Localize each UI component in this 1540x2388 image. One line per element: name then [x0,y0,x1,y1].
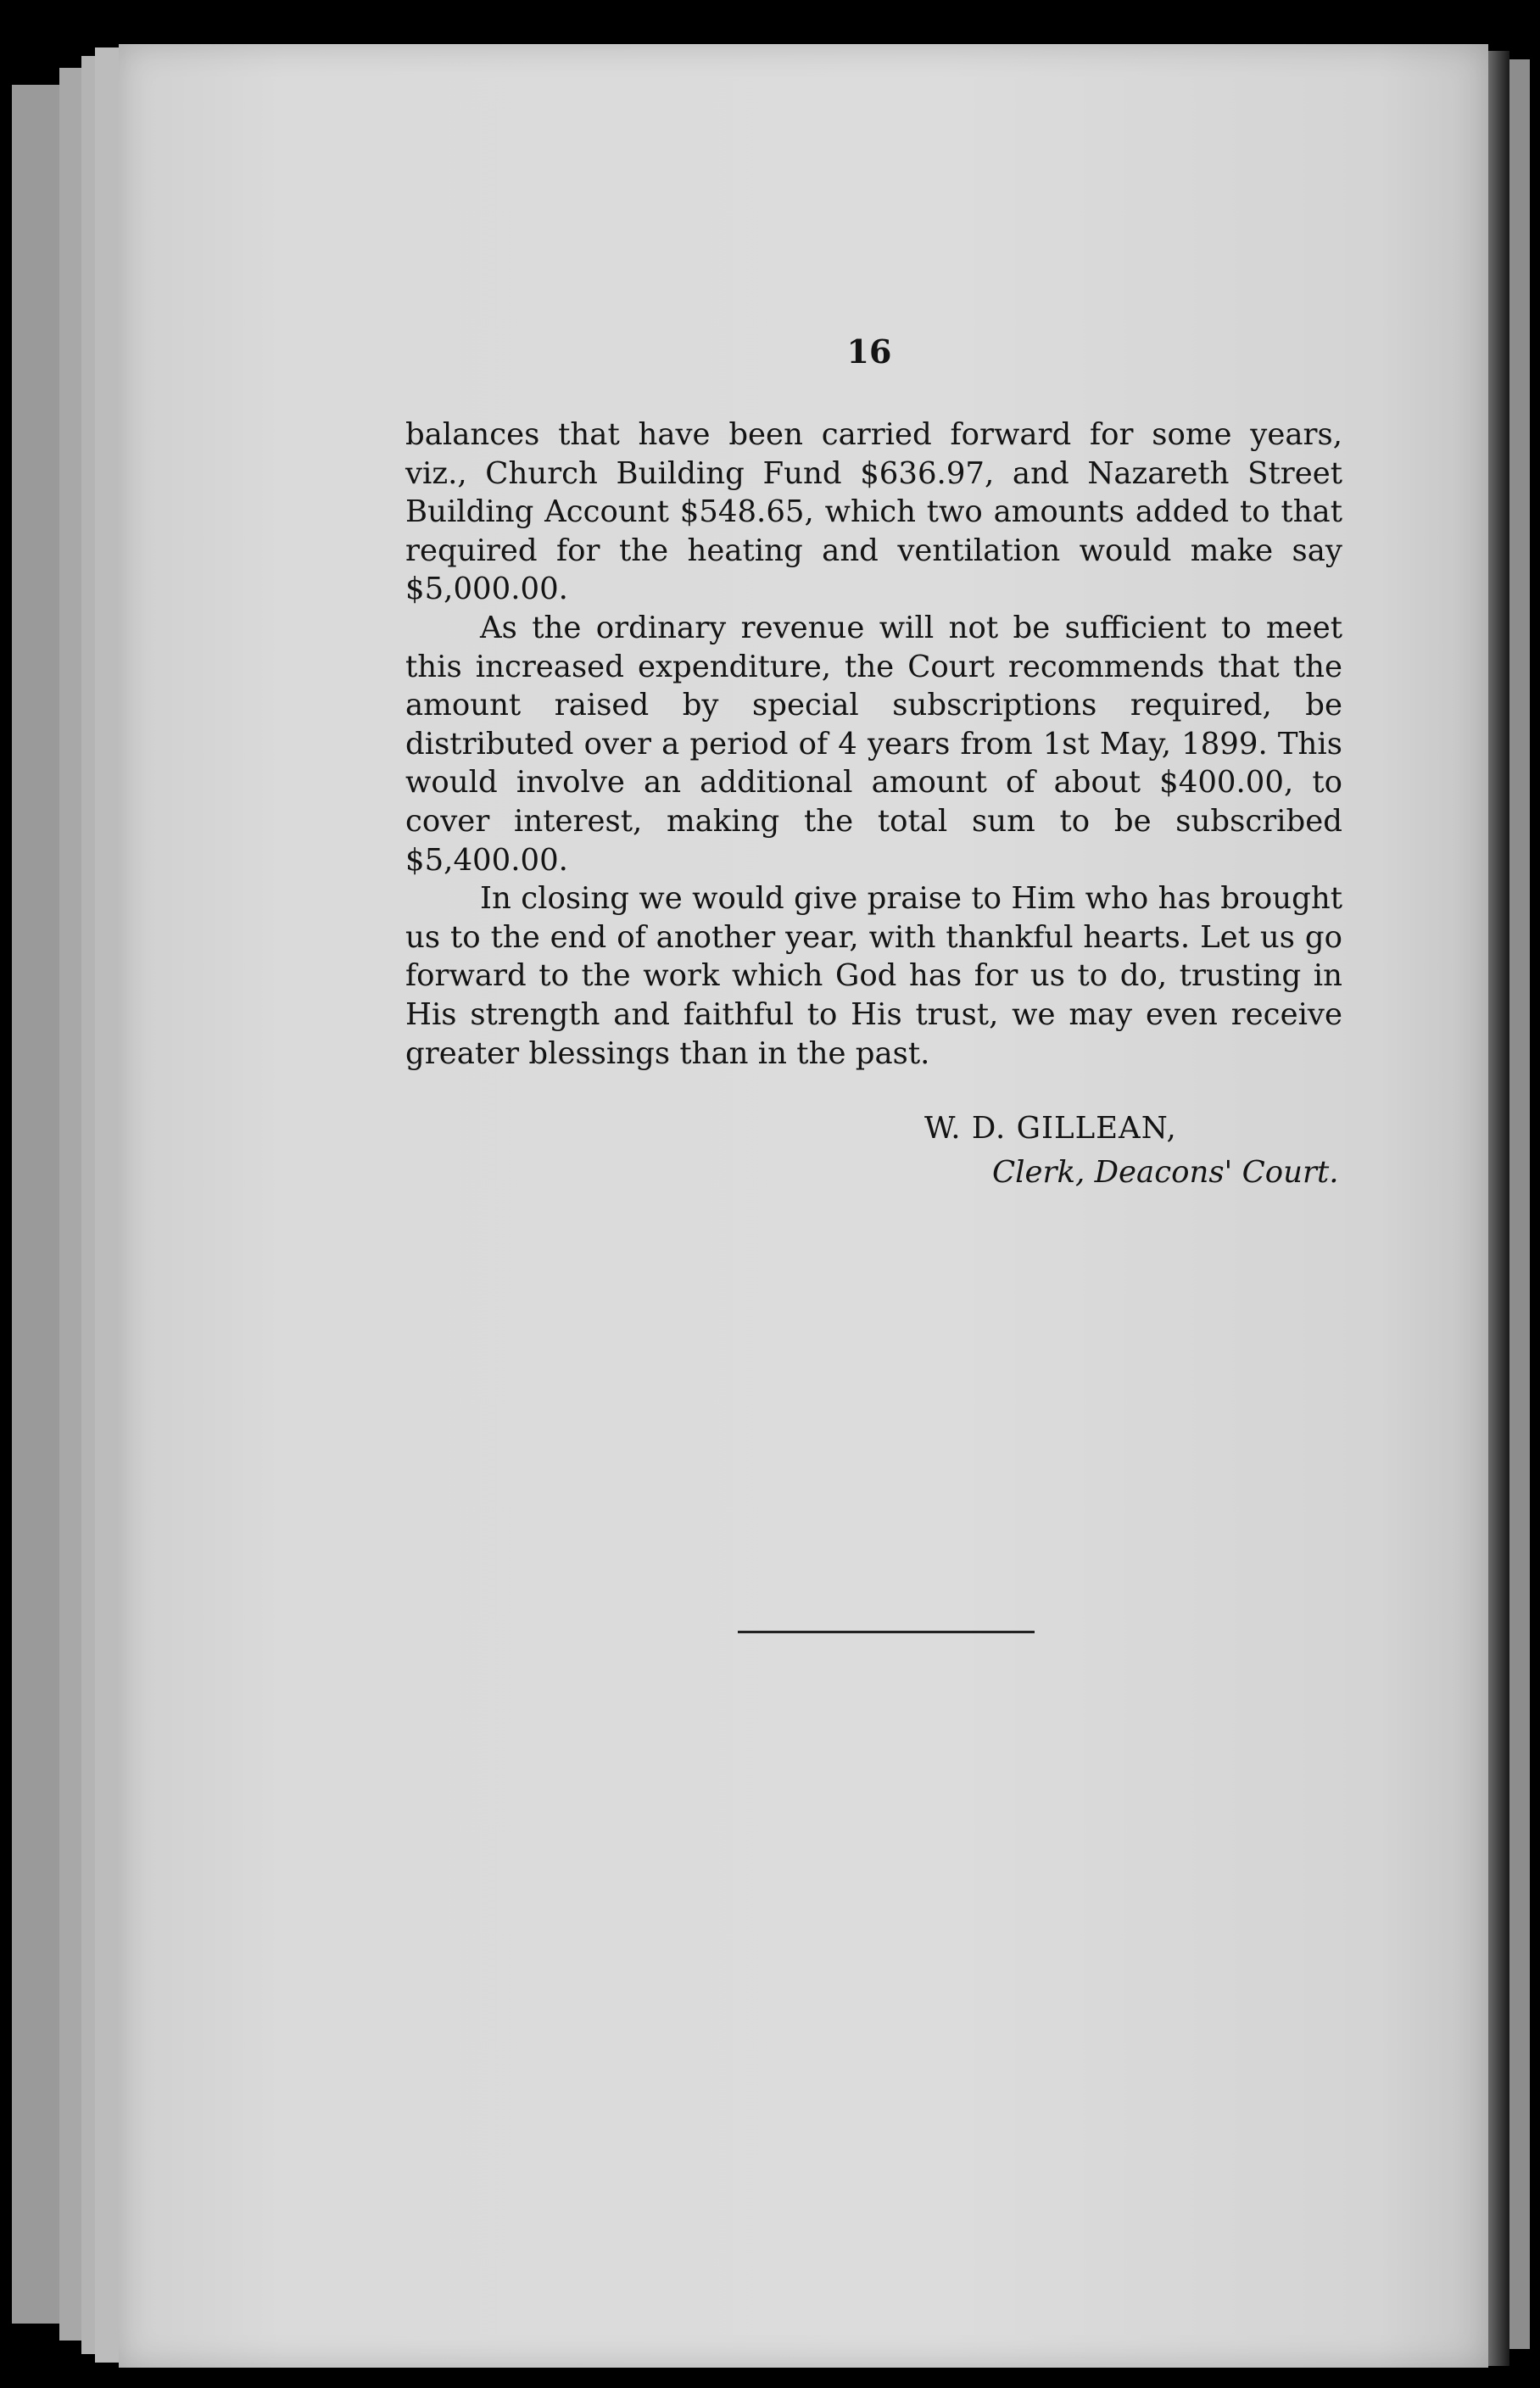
paragraph: In closing we would give praise to Him who has brought us to the end of another year, with thankful hearts. Let us go forward to the work which God has for us to do, trusting in His strength and faithful to His trust, we may even receive greater blessings than in the past. [405,881,1342,1071]
horizontal-rule [738,1631,1035,1633]
page-edge-right [1509,59,1530,2349]
signature-name: W. D. GILLEAN, [924,1111,1177,1146]
binding-shadow [1488,51,1509,2366]
paragraph: balances that have been carried forward for some years, viz., Church Building Fund $636.97, and Nazareth Street Building Account $548.65, which two amounts added to that required for the heating and ventilation would make say $5,000.00. [405,417,1342,607]
page-number: 16 [846,332,892,371]
document-page [119,44,1488,2368]
paragraph: As the ordinary revenue will not be sufficient to meet this increased expenditure, the Court recommends that the amount raised by special subscriptions required, be distributed over a period of 4 years from 1st May, 1899. This would involve an additional amount of about $400.00, to cover interest, making the total sum to be subscribed $5,400.00. [405,610,1342,878]
signature-title: Clerk, Deacons' Court. [992,1155,1339,1190]
body-text [405,416,1342,1073]
